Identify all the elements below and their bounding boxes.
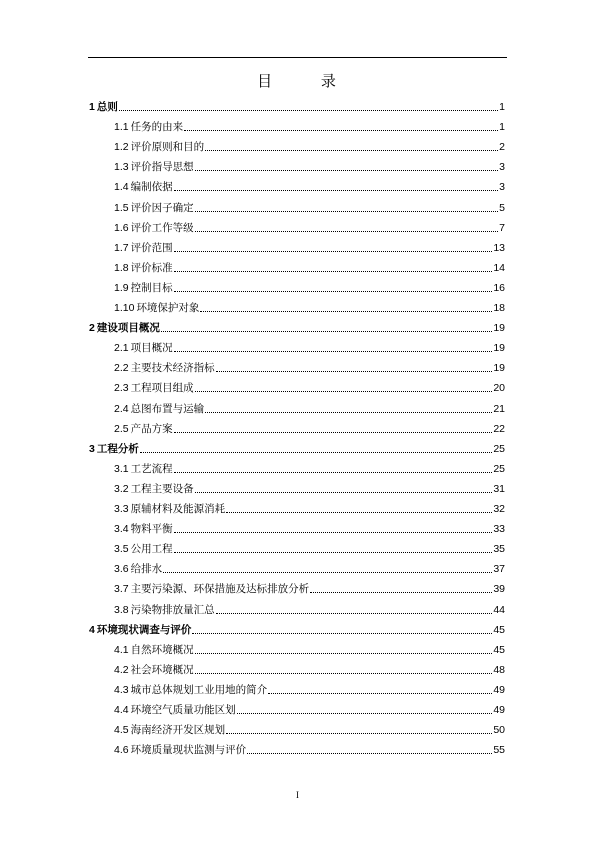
toc-entry-label: 给排水 [130,563,163,576]
toc-entry-label: 污染物排放量汇总 [130,603,215,616]
toc-section-entry[interactable] [114,538,505,556]
toc-chapter-entry[interactable] [89,96,505,114]
toc-dot-leader [195,210,499,212]
toc-entry-page-number: 37 [493,563,505,576]
toc-dot-leader [174,531,493,533]
toc-entry-number: 1.4 [114,181,129,194]
toc-section-entry[interactable] [114,599,505,617]
toc-section-entry[interactable] [114,679,505,697]
toc-dot-leader [216,370,493,372]
toc-entry-number: 3.8 [114,603,129,616]
toc-section-entry[interactable] [114,156,505,174]
toc-section-entry[interactable] [114,719,505,737]
toc-entry-number: 4.4 [114,704,129,716]
toc-entry-number: 1 [89,101,95,113]
toc-dot-leader [195,169,499,171]
toc-dot-leader [174,551,493,553]
toc-entry-page-number: 25 [493,442,505,455]
toc-entry-label: 总图布置与运输 [130,402,205,415]
toc-entry-page-number: 45 [493,623,505,636]
toc-chapter-entry[interactable] [89,317,505,335]
toc-entry-page-number: 50 [493,724,505,737]
toc-entry-label: 评价因子确定 [130,201,194,214]
toc-entry-page-number: 7 [499,221,505,234]
toc-entry-page-number: 3 [499,181,505,194]
toc-entry-label: 环境空气质量功能区划 [130,704,236,716]
toc-entry-number: 1.2 [114,141,129,154]
toc-dot-leader [174,270,493,272]
toc-dot-leader [192,632,492,634]
toc-dot-leader [174,189,499,191]
toc-dot-leader [174,471,493,473]
toc-section-entry[interactable] [114,458,505,476]
toc-dot-leader [205,411,492,413]
toc-entry-number: 2.1 [114,342,129,355]
toc-entry-page-number: 21 [493,402,505,415]
toc-entry-page-number: 2 [499,141,505,154]
toc-entry-label: 自然环境概况 [130,643,194,656]
toc-chapter-entry[interactable] [89,438,505,456]
toc-entry-number: 1.1 [114,121,129,134]
toc-dot-leader [200,310,492,312]
toc-section-entry[interactable] [114,297,505,315]
toc-entry-page-number: 48 [493,663,505,676]
toc-entry-number: 4.2 [114,663,129,676]
toc-section-entry[interactable] [114,237,505,255]
toc-entry-label: 工程分析 [96,442,139,455]
toc-entry-label: 建设项目概况 [96,322,160,335]
toc-section-entry[interactable] [114,498,505,516]
toc-entry-number: 3 [89,442,95,455]
page-title: 目 录 [257,72,358,90]
toc-dot-leader [161,330,492,332]
toc-section-entry[interactable] [114,659,505,677]
toc-entry-label: 控制目标 [130,281,173,294]
toc-entry-label: 产品方案 [130,422,173,435]
toc-dot-leader [184,129,498,131]
toc-entry-number: 4.3 [114,683,129,696]
toc-entry-label: 公用工程 [130,543,173,556]
toc-entry-label: 原辅材料及能源消耗 [130,503,226,515]
toc-section-entry[interactable] [114,116,505,134]
toc-entry-page-number: 33 [493,523,505,536]
toc-entry-number: 1.10 [114,302,135,314]
toc-dot-leader [174,431,493,433]
toc-entry-number: 4.1 [114,643,129,656]
toc-section-entry[interactable] [114,217,505,235]
toc-section-entry[interactable] [114,357,505,375]
toc-entry-page-number: 32 [493,503,505,515]
toc-entry-number: 4.6 [114,744,129,757]
toc-section-entry[interactable] [114,277,505,295]
toc-entry-label: 总则 [96,101,118,113]
toc-section-entry[interactable] [114,518,505,536]
toc-entry-number: 2.5 [114,422,129,435]
toc-section-entry[interactable] [114,197,505,215]
toc-section-entry[interactable] [114,136,505,154]
toc-entry-label: 项目概况 [130,342,173,355]
toc-entry-page-number: 20 [493,382,505,395]
toc-entry-number: 2 [89,322,95,335]
toc-section-entry[interactable] [114,257,505,275]
toc-entry-label: 工程项目组成 [130,382,194,395]
toc-dot-leader [237,712,493,714]
toc-dot-leader [268,692,492,694]
toc-entry-label: 任务的由来 [130,121,184,134]
toc-dot-leader [247,752,492,754]
toc-entry-number: 3.6 [114,563,129,576]
toc-entry-label: 环境质量现状监测与评价 [130,744,247,757]
toc-section-entry[interactable] [114,739,505,757]
toc-dot-leader [226,511,492,513]
toc-section-entry[interactable] [114,377,505,395]
toc-entry-number: 2.2 [114,362,129,375]
toc-entry-page-number: 22 [493,422,505,435]
toc-entry-number: 3.4 [114,523,129,536]
toc-dot-leader [174,250,493,252]
toc-dot-leader [174,350,493,352]
toc-entry-page-number: 1 [499,121,505,134]
toc-entry-page-number: 13 [493,241,505,254]
toc-dot-leader [163,571,492,573]
toc-entry-label: 环境保护对象 [136,302,200,314]
toc-section-entry[interactable] [114,639,505,657]
toc-entry-number: 1.3 [114,161,129,174]
toc-entry-number: 2.4 [114,402,129,415]
toc-entry-page-number: 31 [493,482,505,495]
toc-dot-leader [119,109,498,111]
page-number: I [296,790,299,800]
toc-dot-leader [140,451,492,453]
toc-entry-page-number: 45 [493,643,505,656]
toc-entry-page-number: 35 [493,543,505,556]
toc-dot-leader [195,491,493,493]
toc-entry-label: 物料平衡 [130,523,173,536]
toc-section-entry[interactable] [114,398,505,416]
toc-entry-label: 工程主要设备 [130,482,194,495]
toc-dot-leader [226,732,492,734]
toc-entry-label: 城市总体规划工业用地的简介 [130,683,268,696]
toc-entry-label: 评价范围 [130,241,173,254]
toc-entry-page-number: 49 [493,683,505,696]
toc-dot-leader [195,672,493,674]
toc-dot-leader [195,390,493,392]
toc-section-entry[interactable] [114,418,505,436]
toc-dot-leader [174,290,493,292]
toc-entry-number: 1.5 [114,201,129,214]
toc-entry-number: 2.3 [114,382,129,395]
toc-entry-page-number: 49 [493,704,505,716]
toc-dot-leader [216,612,493,614]
toc-entry-number: 1.6 [114,221,129,234]
toc-entry-page-number: 19 [493,322,505,335]
toc-entry-label: 评价原则和目的 [130,141,205,154]
toc-entry-label: 社会环境概况 [130,663,194,676]
toc-chapter-entry[interactable] [89,619,505,637]
toc-section-entry[interactable] [114,558,505,576]
toc-entry-number: 3.1 [114,462,129,475]
toc-entry-number: 4.5 [114,724,129,737]
toc-entry-number: 3.5 [114,543,129,556]
toc-section-entry[interactable] [114,176,505,194]
toc-entry-page-number: 16 [493,281,505,294]
toc-entry-number: 1.8 [114,261,129,274]
toc-entry-number: 1.9 [114,281,129,294]
toc-entry-number: 1.7 [114,241,129,254]
toc-entry-number: 3.2 [114,482,129,495]
toc-dot-leader [195,652,493,654]
toc-entry-page-number: 19 [493,362,505,375]
toc-entry-label: 评价工作等级 [130,221,194,234]
toc-section-entry[interactable] [114,578,505,596]
toc-entry-page-number: 44 [493,603,505,616]
toc-entry-label: 环境现状调查与评价 [96,623,192,636]
toc-entry-label: 主要技术经济指标 [130,362,215,375]
toc-entry-number: 3.3 [114,503,129,515]
toc-dot-leader [310,591,492,593]
toc-section-entry[interactable] [114,478,505,496]
header-rule [88,57,507,58]
toc-entry-label: 评价指导思想 [130,161,194,174]
toc-entry-page-number: 5 [499,201,505,214]
toc-entry-page-number: 19 [493,342,505,355]
toc-entry-label: 评价标准 [130,261,173,274]
toc-entry-page-number: 3 [499,161,505,174]
toc-entry-page-number: 1 [499,101,505,113]
toc-entry-number: 3.7 [114,583,129,596]
toc-entry-page-number: 18 [493,302,505,314]
toc-entry-page-number: 25 [493,462,505,475]
toc-dot-leader [195,230,499,232]
toc-section-entry[interactable] [114,337,505,355]
toc-section-entry[interactable] [114,699,505,717]
toc-entry-label: 海南经济开发区规划 [130,724,226,737]
toc-entry-number: 4 [89,623,95,636]
toc-entry-label: 主要污染源、环保措施及达标排放分析 [130,583,310,596]
toc-entry-page-number: 55 [493,744,505,757]
toc-entry-page-number: 39 [493,583,505,596]
toc-dot-leader [205,149,498,151]
toc-entry-page-number: 14 [493,261,505,274]
toc-entry-label: 工艺流程 [130,462,173,475]
toc-entry-label: 编制依据 [130,181,173,194]
